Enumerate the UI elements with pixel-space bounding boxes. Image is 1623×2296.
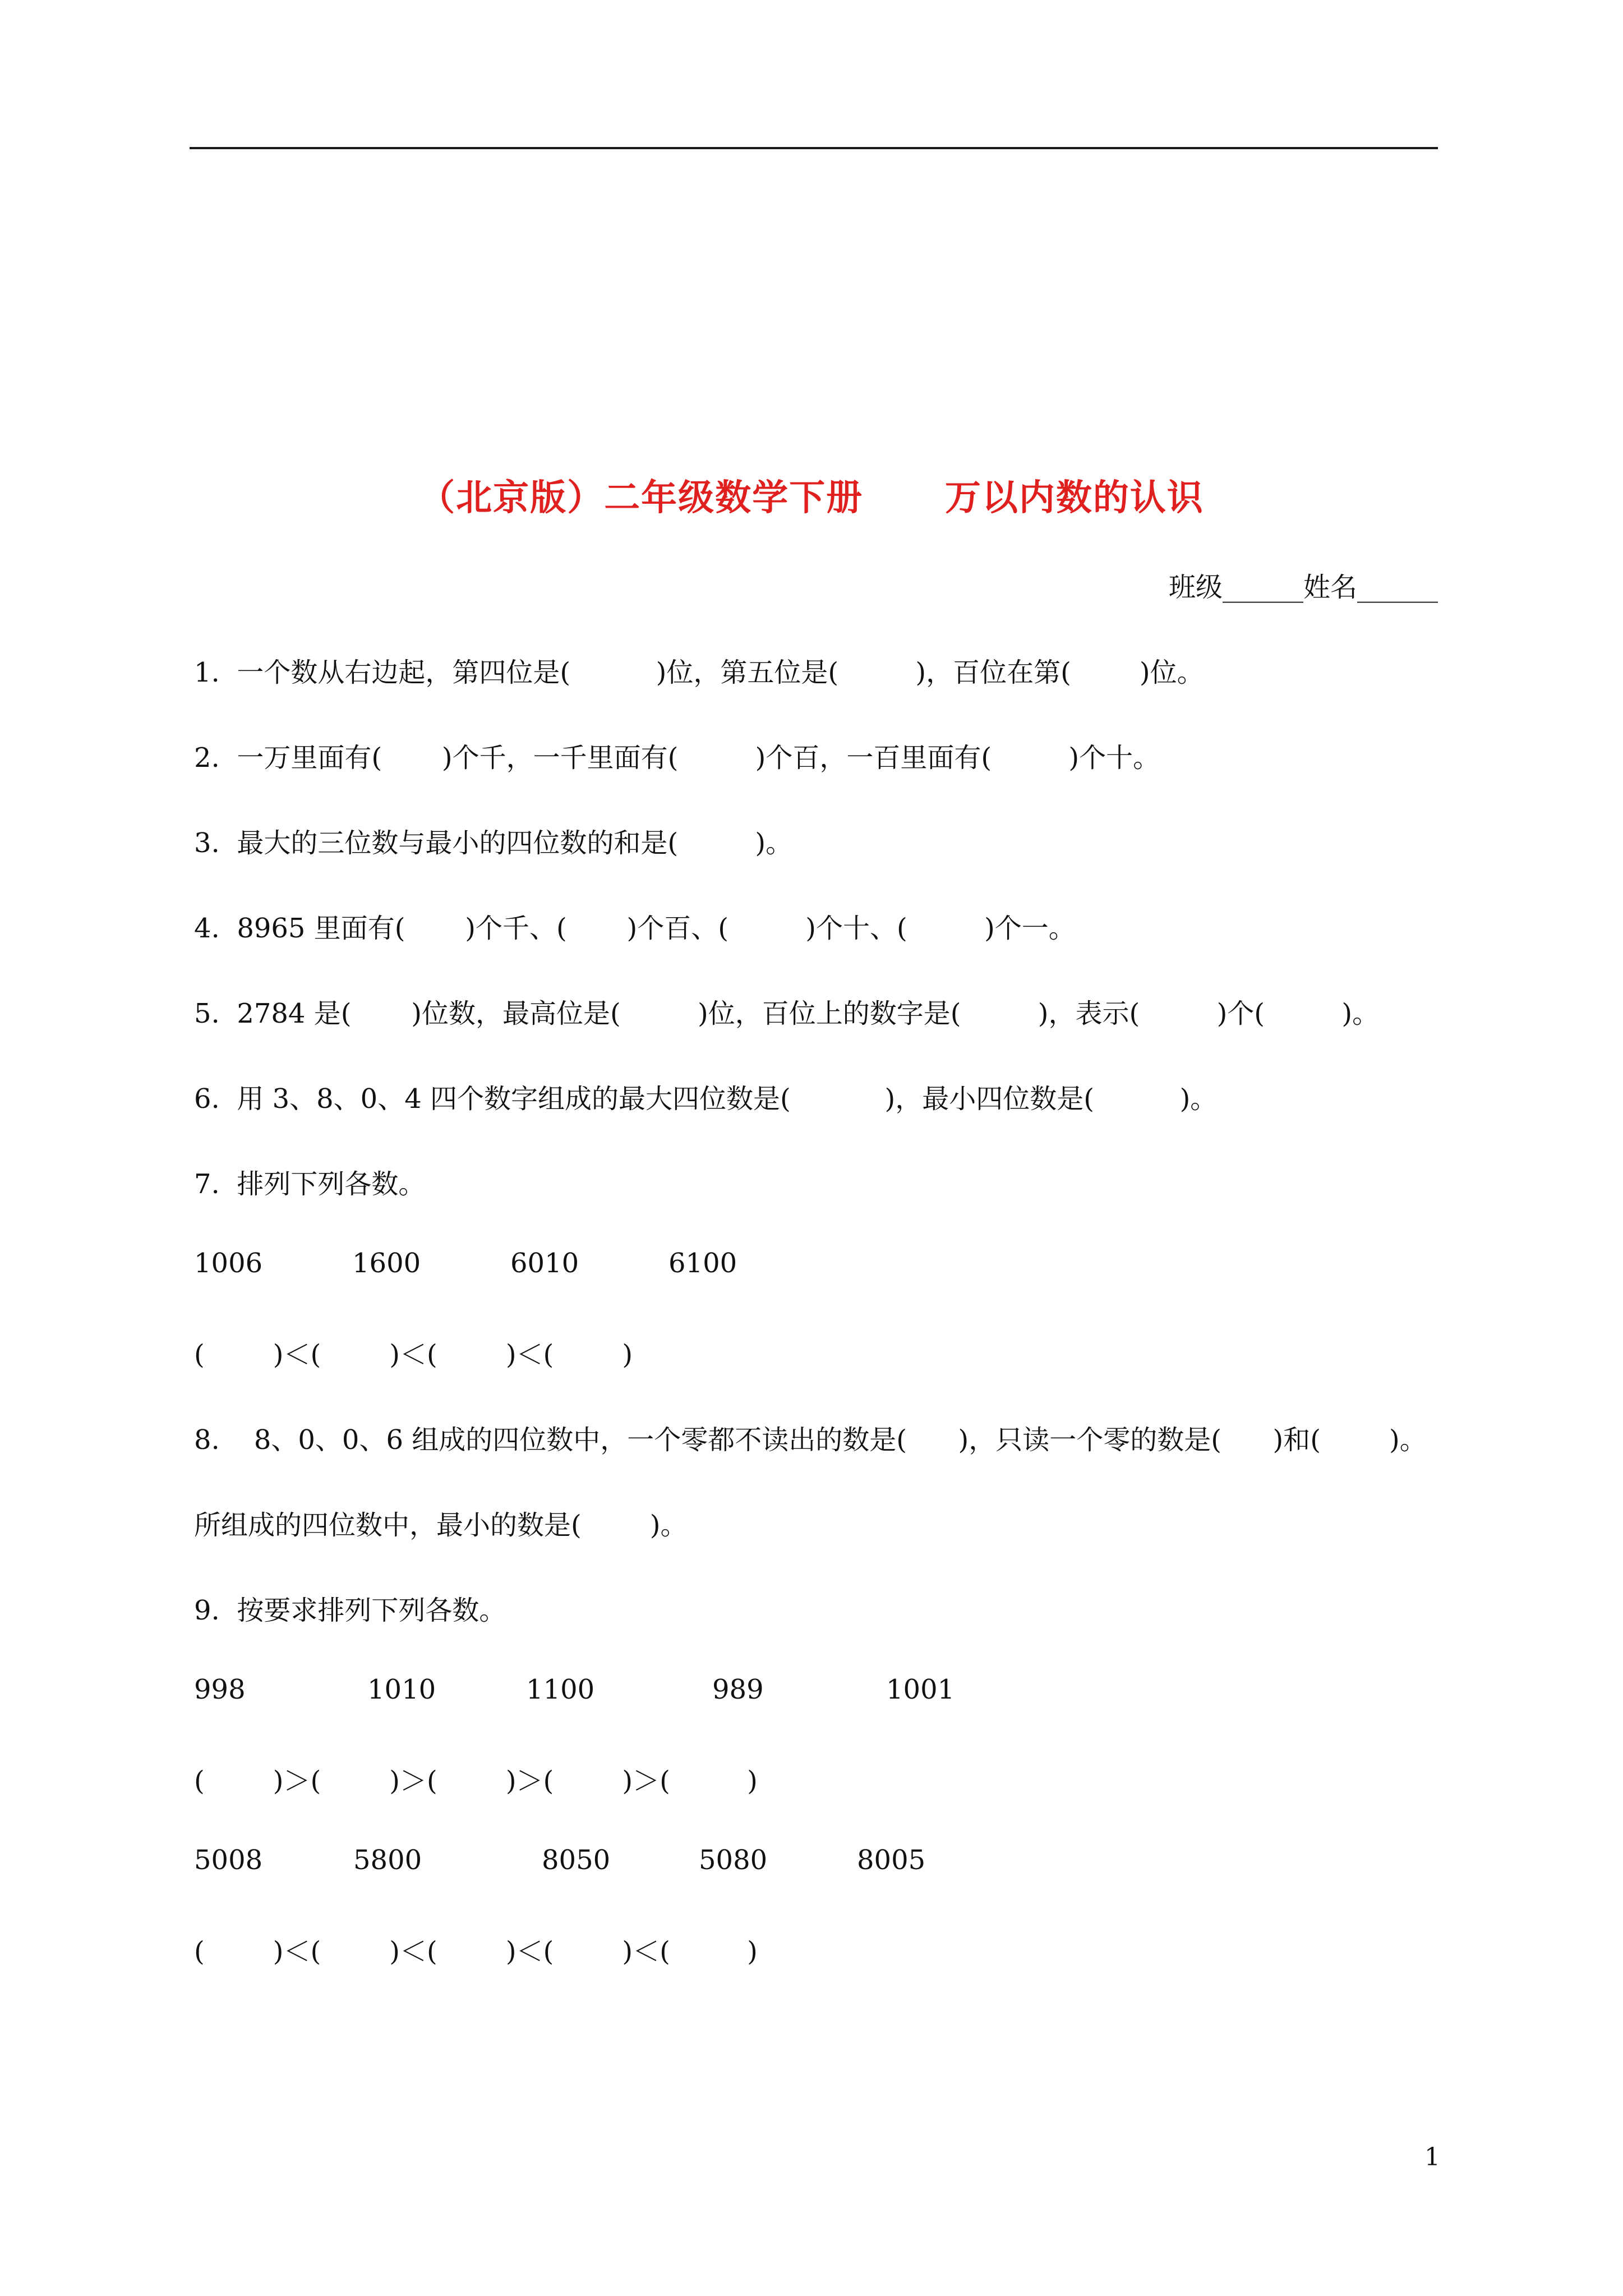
q7-number: 6100 — [668, 1248, 737, 1279]
q7-blanks: ( )＜( )＜( )＜( ) — [194, 1339, 633, 1370]
question-8-continued: 所组成的四位数中，最小的数是( )。 — [194, 1510, 688, 1541]
question-6: 6. 用 3、8、0、4 四个数字组成的最大四位数是( )，最小四位数是( )。 — [194, 1083, 1218, 1115]
question-5: 5. 2784 是( )位数，最高位是( )位，百位上的数字是( )，表示( )个( )。 — [194, 998, 1380, 1029]
page-number: 1 — [1424, 2143, 1440, 2171]
q9-number: 5800 — [353, 1844, 422, 1876]
q9-number: 5080 — [699, 1844, 768, 1876]
q9-number: 1010 — [367, 1674, 436, 1705]
q9-number: 8005 — [857, 1844, 926, 1876]
question-4: 4. 8965 里面有( )个千、( )个百、( )个十、( )个一。 — [194, 913, 1076, 944]
q9-number: 989 — [712, 1674, 764, 1705]
q7-number: 1006 — [194, 1248, 263, 1279]
question-8: 8. 8、0、0、6 组成的四位数中，一个零都不读出的数是( )，只读一个零的数是( )和( )。 — [194, 1424, 1427, 1456]
q9-number: 1100 — [526, 1674, 595, 1705]
question-2: 2. 一万里面有( )个千，一千里面有( )个百，一百里面有( )个十。 — [194, 742, 1160, 774]
q7-number: 1600 — [352, 1248, 421, 1279]
class-name-field: 班级______姓名______ — [1168, 572, 1438, 603]
question-3: 3. 最大的三位数与最小的四位数的和是( )。 — [194, 827, 793, 859]
q9-number: 1001 — [886, 1674, 955, 1705]
question-9: 9. 按要求排列下列各数。 — [194, 1595, 506, 1626]
q9-blanks-descending: ( )＞( )＞( )＞( )＞( ) — [194, 1765, 758, 1797]
worksheet-title: （北京版）二年级数学下册 万以内数的认识 — [419, 477, 1204, 519]
question-7: 7. 排列下列各数。 — [194, 1168, 426, 1200]
header-rule — [190, 147, 1438, 149]
q9-number: 5008 — [194, 1844, 263, 1876]
q9-number: 8050 — [542, 1844, 611, 1876]
q9-blanks-ascending: ( )＜( )＜( )＜( )＜( ) — [194, 1936, 758, 1967]
q7-number: 6010 — [510, 1248, 579, 1279]
question-1: 1. 一个数从右边起，第四位是( )位，第五位是( )，百位在第( )位。 — [194, 657, 1204, 688]
q9-number: 998 — [194, 1674, 246, 1705]
